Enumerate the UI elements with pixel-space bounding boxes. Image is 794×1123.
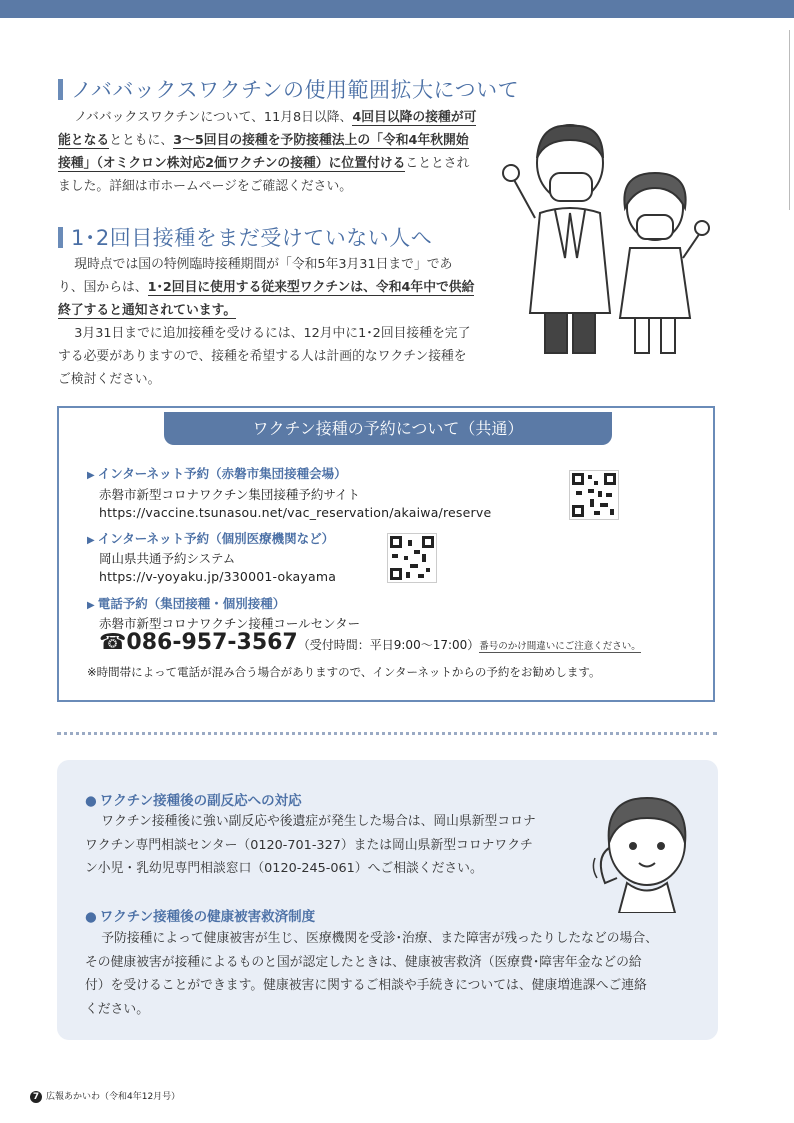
qr-code-okayama-system: [387, 533, 437, 583]
group-site-name: 赤磐市新型コロナワクチン集団接種予約サイト: [99, 487, 361, 502]
phone-reservation-heading: ▶ 電話予約（集団接種・個別接種）: [87, 594, 285, 612]
info-panel: [57, 760, 718, 1040]
page-edge-mark: [789, 30, 794, 210]
internet-reservation-individual-heading: ▶ インターネット予約（個別医療機関など）: [87, 529, 334, 547]
phone-line: [99, 630, 641, 655]
reservation-box: [57, 406, 715, 702]
reservation-title: ワクチン接種の予約について（共通）: [164, 412, 612, 445]
okayama-system-name: 岡山県共通予約システム: [99, 551, 236, 566]
page-number: 7: [30, 1091, 42, 1103]
qr-code-group-site: [569, 470, 619, 520]
page-footer: [30, 1089, 180, 1103]
phone-hours: （受付時間：平日9:00～17:00）: [297, 638, 480, 652]
call-center-name: 赤磐市新型コロナワクチン接種コールセンター: [99, 616, 361, 631]
phone-number[interactable]: ☎086-957-3567: [99, 630, 298, 655]
section-body-novavax: ノババックスワクチンについて、11月8日以降、4回目以降の接種が可 能となるとともに、3～5回目の接種を予防接種法上の「令和4年秋開始 接種」（オミクロン株対応2価ワクチンの接種）に位置付けることとされ ました。詳細は市ホームページをご確認ください。: [58, 110, 477, 194]
relief-heading: ● ワクチン接種後の健康被害救済制度: [85, 905, 315, 925]
publication-name: 広報あかいわ（令和4年12月号）: [46, 1092, 181, 1102]
top-banner: [0, 0, 794, 18]
section-body-unvaccinated: 現時点では国の特例臨時接種期間が「令和5年3月31日まで」であ り、国からは、1･2回目に使用する従来型ワクチンは、令和4年中で供給 終了すると通知されています。 3月31日までに追加接種を受けるには、12月中に1･2回目接種を完了 する必要がありますので、接種を希望する人は計画的なワクチン接種を ご検討ください。: [58, 257, 475, 387]
group-site-url[interactable]: https://vaccine.tsunasou.net/vac_reservation/akaiwa/reserve: [99, 505, 492, 520]
section-title-unvaccinated: 1･2回目接種をまだ受けていない人へ: [58, 222, 432, 252]
internet-reservation-group-heading: ▶ インターネット予約（赤磐市集団接種会場）: [87, 464, 347, 482]
relief-body: 予防接種によって健康被害が生じ、医療機関を受診･治療、また障害が残ったりしたなどの場合、 その健康被害が接種によるものと国が認定したときは、健康被害救済（医療費･障害年金などの給 付）を受けることができます。健康被害に関するご相談や手続きについては、健康増進課へご連絡 ください。: [85, 931, 658, 1017]
nurse-phone-illustration: [587, 788, 697, 913]
reservation-note: ※時間帯によって電話が混み合う場合がありますので、インターネットからの予約をお勧めします。: [87, 665, 601, 679]
side-effects-body: ワクチン接種後に強い副反応や後遺症が発生した場合は、岡山県新型コロナ ワクチン専門相談センター（0120-701-327）または岡山県新型コロナワクチ ン小児・乳幼児専門相談窓口（0120-245-061）へご相談ください。: [85, 814, 536, 876]
section-title-novavax: ノババックスワクチンの使用範囲拡大について: [58, 74, 519, 104]
side-effects-heading: ● ワクチン接種後の副反応への対応: [85, 789, 302, 809]
dotted-divider: [57, 732, 717, 735]
doctor-nurse-illustration: [495, 118, 720, 363]
phone-warning: 番号のかけ間違いにご注意ください。: [479, 641, 641, 652]
okayama-system-url[interactable]: https://v-yoyaku.jp/330001-okayama: [99, 569, 337, 584]
